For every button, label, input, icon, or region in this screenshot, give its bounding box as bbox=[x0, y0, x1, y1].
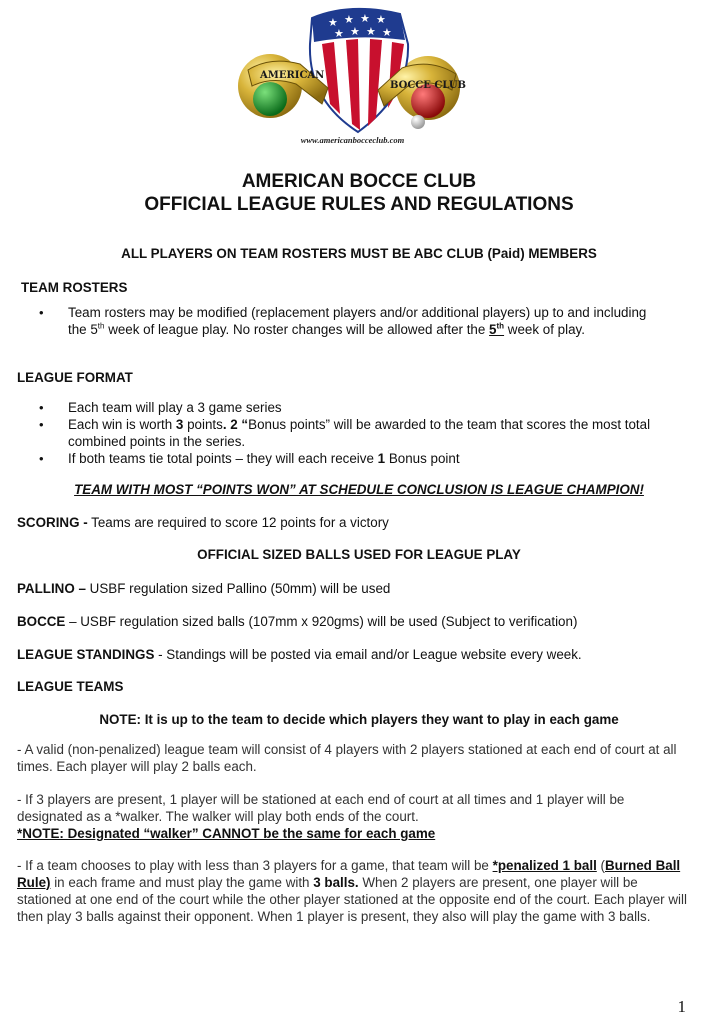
league-format-heading: LEAGUE FORMAT bbox=[17, 370, 133, 385]
league-teams-heading: LEAGUE TEAMS bbox=[17, 679, 124, 694]
svg-text:AMERICAN bbox=[259, 70, 324, 81]
league-format-bullet-1: • Each team will play a 3 game series bbox=[17, 399, 667, 416]
bocce-line: BOCCE – USBF regulation sized balls (107mm x 920gms) will be used (Subject to verification) bbox=[17, 614, 578, 629]
league-teams-paragraph-2: - If 3 players are present, 1 player will be stationed at each end of court at all times and 1 player will be designated as a *walker. The walker will play both ends of the court. bbox=[17, 792, 625, 824]
league-teams-note: NOTE: It is up to the team to decide which players they want to play in each game bbox=[99, 712, 619, 727]
team-rosters-heading: TEAM ROSTERS bbox=[21, 280, 128, 295]
team-rosters-bullet: • Team rosters may be modified (replacement players and/or additional players) up to and including the 5th week of league play. No roster changes will be allowed after the 5th week of play. bbox=[17, 304, 667, 338]
team-rosters-list bbox=[17, 304, 667, 338]
title-line-1: AMERICAN BOCCE CLUB bbox=[241, 171, 477, 192]
svg-text:★: ★ bbox=[328, 16, 338, 29]
league-format-list bbox=[17, 399, 667, 467]
svg-text:★: ★ bbox=[334, 27, 344, 40]
logo-text-bocce-club: BOCCE CLUB bbox=[390, 80, 466, 91]
members-notice: ALL PLAYERS ON TEAM ROSTERS MUST BE ABC CLUB (Paid) MEMBERS bbox=[121, 246, 597, 261]
svg-text:★: ★ bbox=[382, 26, 392, 39]
league-format-bullet-3: • If both teams tie total points – they will each receive 1 Bonus point bbox=[17, 450, 667, 467]
walker-note: *NOTE: Designated “walker” CANNOT be the same for each game bbox=[17, 826, 436, 841]
svg-text:★: ★ bbox=[350, 25, 360, 38]
svg-text:★: ★ bbox=[360, 12, 370, 25]
logo-text-american: AMERICAN bbox=[260, 70, 325, 81]
title-line-2: OFFICIAL LEAGUE RULES AND REGULATIONS bbox=[144, 194, 574, 215]
svg-text:★: ★ bbox=[376, 13, 386, 26]
league-teams-paragraph-1: - A valid (non-penalized) league team will consist of 4 players with 2 players stationed at each end of court at all times. Each player will play 2 balls each. bbox=[17, 742, 677, 774]
svg-text:★: ★ bbox=[366, 25, 376, 38]
league-teams-paragraph-3: - If a team chooses to play with less than 3 players for a game, that team will be *penalized 1 ball (Burned Ball Rule) in each frame and must play the game with 3 balls. When 2 players are present, one player will be stationed at one end of the court while the other player stationed at the opposite end of the court. Each player will then play 3 balls against their opponent. When 1 player is present, they also will play the game with 3 balls. bbox=[17, 858, 687, 924]
svg-text:BOCCE CLUB bbox=[390, 80, 466, 91]
pallino-line: PALLINO – USBF regulation sized Pallino (50mm) will be used bbox=[17, 581, 391, 596]
scoring-line: SCORING - Teams are required to score 12 points for a victory bbox=[17, 515, 389, 530]
standings-line: LEAGUE STANDINGS - Standings will be posted via email and/or League website every week. bbox=[17, 647, 582, 662]
league-champion-line: TEAM WITH MOST “POINTS WON” AT SCHEDULE CONCLUSION IS LEAGUE CHAMPION! bbox=[74, 482, 644, 497]
american-bocce-club-logo bbox=[230, 4, 475, 152]
logo-url: www.americanbocceclub.com bbox=[300, 135, 405, 145]
page-number: 1 bbox=[677, 997, 686, 1016]
balls-heading: OFFICIAL SIZED BALLS USED FOR LEAGUE PLAY bbox=[197, 547, 521, 562]
svg-text:★: ★ bbox=[344, 13, 354, 26]
league-format-bullet-2: • Each win is worth 3 points. 2 “Bonus points” will be awarded to the team that scores the most total combined points in the series. bbox=[17, 416, 667, 450]
